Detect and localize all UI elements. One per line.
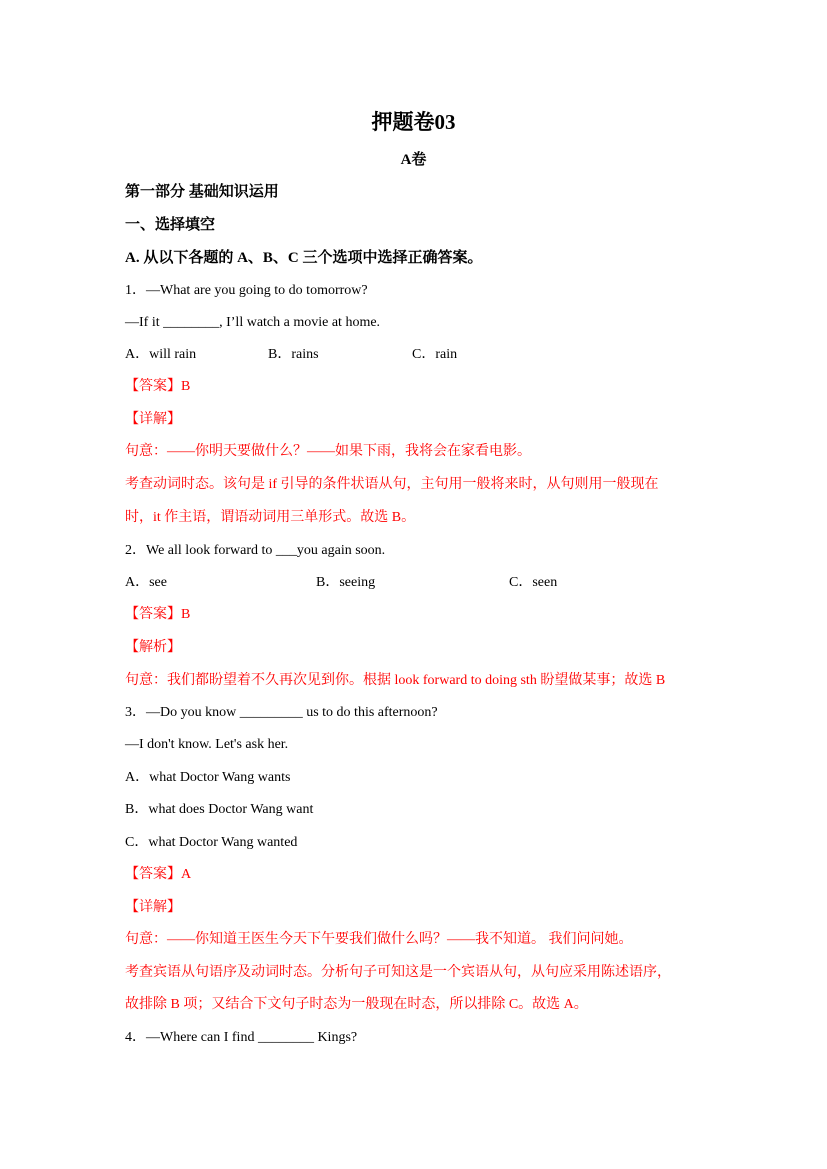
question-2-explain-label: 【解析】	[125, 640, 181, 655]
question-3-stem-line1: 3．—Do you know _________ us to do this afternoon?	[125, 705, 438, 720]
question-1-option-c: C．rain	[412, 347, 458, 362]
question-2-option-b: B．seeing	[316, 575, 376, 590]
question-3-explain-label: 【详解】	[125, 900, 181, 915]
instruction-text: A. 从以下各题的 A、B、C 三个选项中选择正确答案。	[125, 250, 483, 266]
question-1-explanation-line3: 时，it 作主语，谓语动词用三单形式。故选 B。	[125, 510, 416, 525]
question-3-option-c: C．what Doctor Wang wanted	[125, 835, 298, 850]
question-3-explanation-line2: 考查宾语从句语序及动词时态。分析句子可知这是一个宾语从句，从句应采用陈述语序，	[125, 965, 671, 980]
question-1-stem-line2: —If it ________, I’ll watch a movie at home.	[125, 315, 381, 330]
question-3-explanation-line3: 故排除 B 项；又结合下文句子时态为一般现在时态，所以排除 C。故选 A。	[125, 997, 588, 1012]
page-subtitle: A卷	[400, 152, 427, 168]
question-1-explain-label: 【详解】	[125, 412, 181, 427]
question-3-answer: 【答案】A	[125, 867, 192, 882]
question-1-option-b: B．rains	[268, 347, 319, 362]
question-3-stem-line2: —I don't know. Let's ask her.	[125, 737, 289, 752]
question-1-explanation-line1: 句意：——你明天要做什么？——如果下雨，我将会在家看电影。	[125, 444, 531, 459]
question-1-stem-line1: 1．—What are you going to do tomorrow?	[125, 283, 368, 298]
section-heading: 一、选择填空	[125, 217, 216, 233]
question-2-option-c: C．seen	[509, 575, 558, 590]
question-1-explanation-line2: 考查动词时态。该句是 if 引导的条件状语从句，主句用一般将来时，从句则用一般现在	[125, 477, 659, 492]
question-2-stem: 2．We all look forward to ___you again soon.	[125, 543, 386, 558]
question-1-answer: 【答案】B	[125, 379, 191, 394]
question-3-option-b: B．what does Doctor Wang want	[125, 802, 314, 817]
question-2-explanation-line1: 句意：我们都盼望着不久再次见到你。根据 look forward to doing sth 盼望做某事；故选 B	[125, 673, 666, 688]
question-2-option-a: A．see	[125, 575, 167, 590]
question-2-answer: 【答案】B	[125, 607, 191, 622]
question-3-option-a: A．what Doctor Wang wants	[125, 770, 291, 785]
part-heading: 第一部分 基础知识运用	[125, 184, 279, 200]
page-title: 押题卷03	[371, 110, 456, 134]
question-1-option-a: A．will rain	[125, 347, 197, 362]
question-3-explanation-line1: 句意：——你知道王医生今天下午要我们做什么吗？——我不知道。 我们问问她。	[125, 932, 633, 947]
question-4-stem: 4．—Where can I find ________ Kings?	[125, 1030, 358, 1045]
